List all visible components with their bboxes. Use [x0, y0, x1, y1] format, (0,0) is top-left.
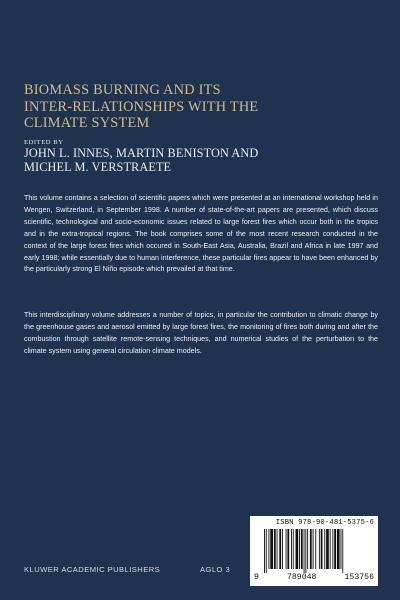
- barcode-bar: [334, 529, 336, 569]
- barcode-bar: [277, 529, 278, 569]
- editors: [24, 147, 379, 174]
- editors-line: JOHN L. INNES, MARTIN BENISTON AND: [24, 146, 259, 160]
- barcode-bar: [337, 529, 340, 569]
- isbn-number: ISBN 978-90-481-5375-6: [275, 519, 374, 527]
- barcode-bar: [299, 529, 300, 569]
- barcode-bar: [286, 529, 287, 569]
- book-title: [24, 82, 374, 132]
- barcode-digit-group: 153756: [344, 573, 374, 582]
- editors-line: MICHEL M. VERSTRAETE: [24, 159, 172, 174]
- barcode-bar: [321, 529, 323, 569]
- barcode-bars: [262, 529, 374, 573]
- book-title-line: CLIMATE SYSTEM: [24, 115, 150, 131]
- barcode-bar: [287, 529, 289, 569]
- barcode-digit-group: 789048: [286, 573, 317, 582]
- publisher-name: KLUWER ACADEMIC PUBLISHERS: [24, 565, 161, 574]
- barcode-bar: [324, 529, 325, 569]
- description-paragraph: This interdisciplinary volume addresses a number of topics, in particular the contribution to climatic change by the greenhouse gases and aerosol emitted by large forest fires, the monitoring of fires both during and after the combustion through satellite remote-sensing techniques, and numerical studies of the perturbation to the climate system using general circulation climate models.: [24, 311, 378, 355]
- barcode-bar: [315, 529, 316, 569]
- barcode-digits: [254, 573, 374, 582]
- barcode-bar: [296, 529, 299, 569]
- barcode-bar: [319, 529, 320, 569]
- barcode-bar: [269, 529, 270, 569]
- book-title-line: BIOMASS BURNING AND ITS: [24, 82, 221, 98]
- barcode-bar: [270, 529, 273, 569]
- barcode-bar: [293, 529, 294, 569]
- barcode-bar: [330, 529, 331, 569]
- barcode-bar: [279, 529, 281, 569]
- barcode-bar: [326, 529, 329, 569]
- barcode-bar: [305, 529, 306, 573]
- barcode-bar: [342, 529, 343, 573]
- edited-by-label: EDITED BY: [24, 139, 64, 146]
- barcode-bar: [282, 529, 283, 569]
- barcode-bar: [291, 529, 292, 569]
- barcode-bar: [264, 529, 265, 573]
- barcode-bar: [307, 529, 308, 569]
- barcode-bar: [301, 529, 303, 569]
- barcode-bar: [332, 529, 333, 569]
- barcode-bar: [310, 529, 312, 569]
- series-code: AGLO 3: [200, 565, 231, 574]
- barcode-bar: [313, 529, 314, 569]
- barcode-bar: [341, 529, 342, 569]
- isbn-barcode: [250, 516, 378, 586]
- book-title-line: INTER-RELATIONSHIPS WITH THE: [24, 98, 259, 115]
- barcode-bar: [304, 529, 305, 573]
- description-paragraph: This volume contains a selection of scientific papers which were presented at an international workshop held in Wengen, Switzerland, in September 1998. A number of state-of-the-art papers are presented, which discuss scientific, technological and socio-economic issues related to large forest fires which occur both in the tropics and in the extra-tropical regions. The book comprises some of the most recent research conducted in the context of the large forest fires which occured in South-East Asia, Australia, Brazil and Africa in late 1997 and early 1998; while essentially due to human interference, these particular fires appear to have been enhanced by the particularly strong El Niño episode which prevailed at that time.: [24, 194, 378, 274]
- barcode-bar: [274, 529, 276, 569]
- barcode-digit-group: 9: [254, 573, 259, 582]
- barcode-bar: [266, 529, 267, 573]
